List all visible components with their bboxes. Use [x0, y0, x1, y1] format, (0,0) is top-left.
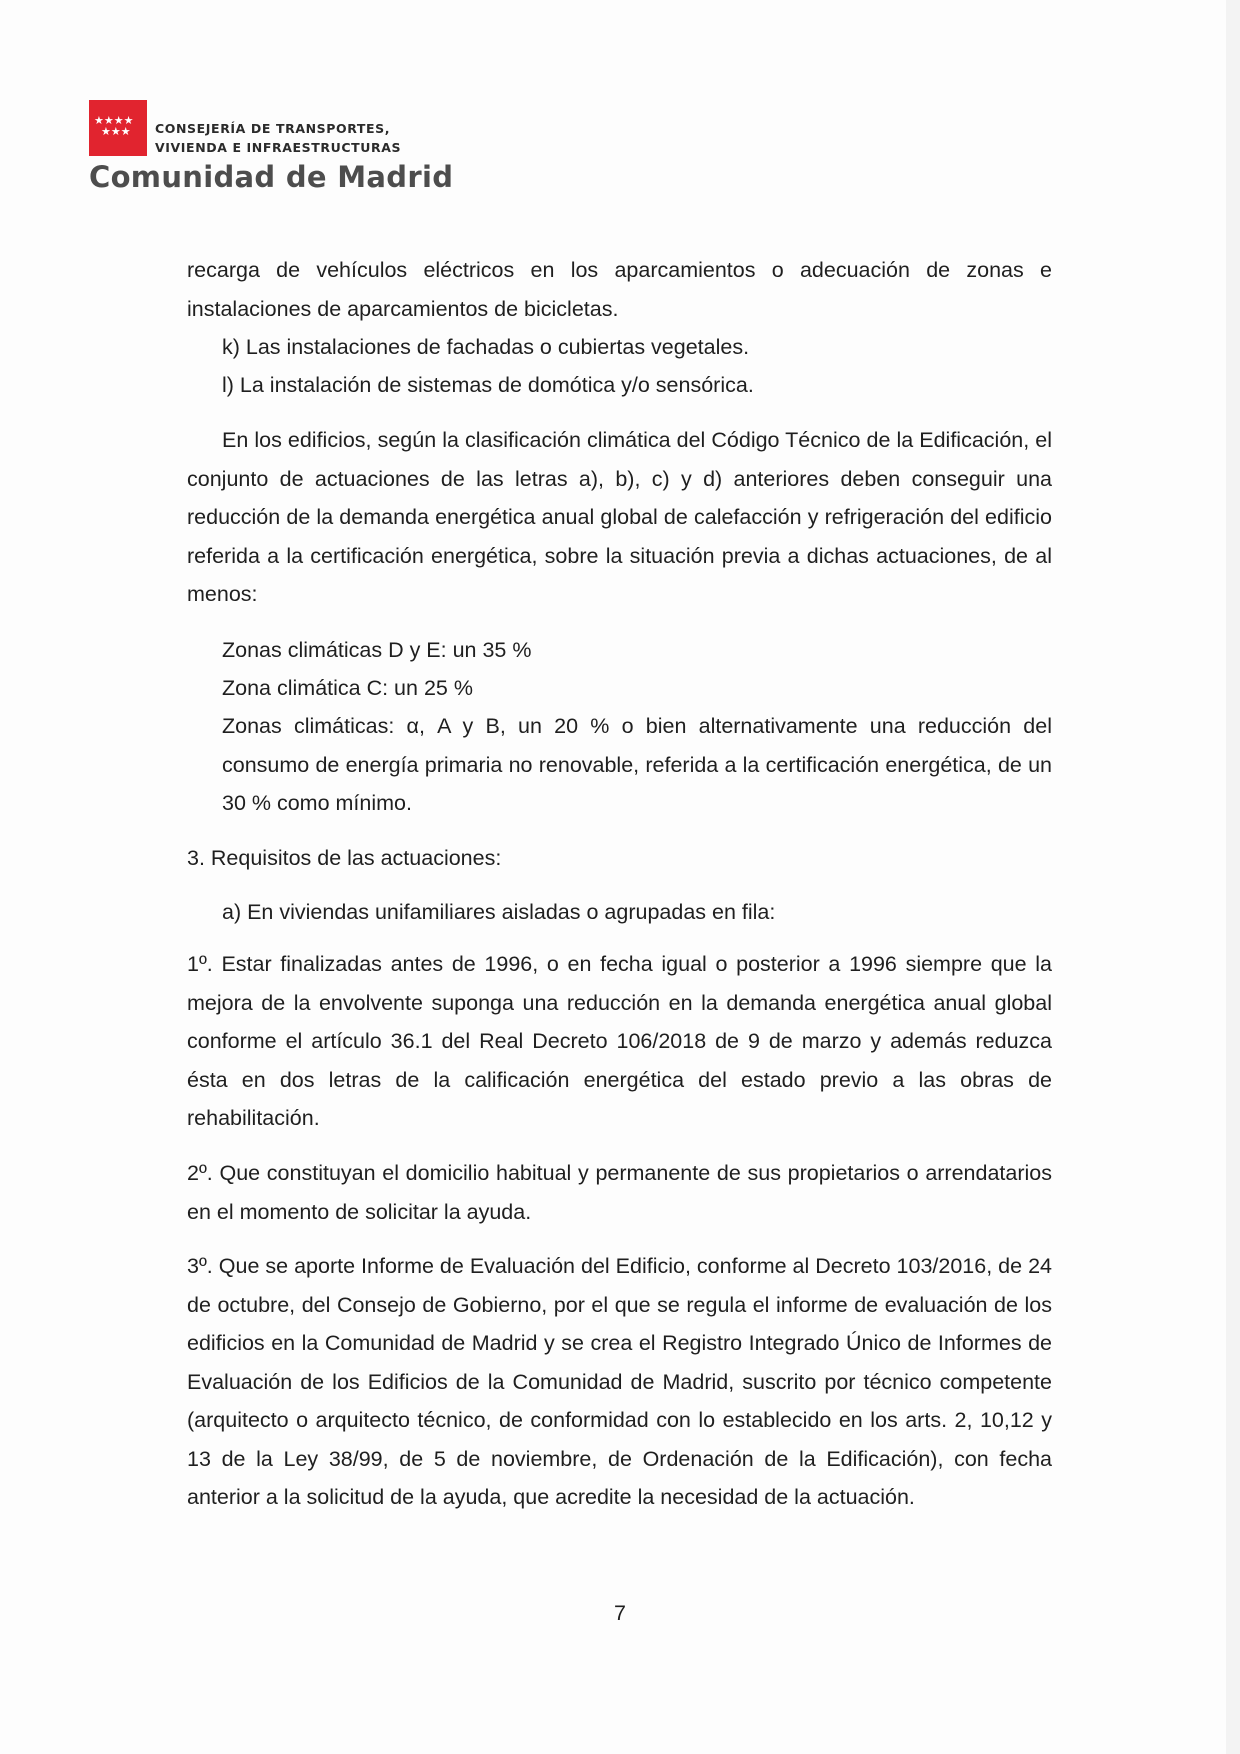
requirement-1: 1º. Estar finalizadas antes de 1996, o en fecha igual o posterior a 1996 siempre que la mejora de la envolvente suponga una reducción en la demanda energética anual global conforme el artículo 36.1 del Real Decreto 106/2018 de 9 de marzo y además reduzca ésta en dos letras de la calificación energética del estado previo a las obras de rehabilitación. — [187, 952, 1052, 1130]
svg-text:★★★: ★★★ — [101, 125, 131, 138]
scan-edge — [1226, 0, 1240, 1754]
list-item-l: l) La instalación de sistemas de domótica y/o sensórica. — [222, 373, 754, 397]
svg-text:★★★★: ★★★★ — [94, 114, 134, 127]
page-number: 7 — [614, 1601, 626, 1625]
department-name — [155, 119, 401, 157]
zone-item-alpha-a-b: Zonas climáticas: α, A y B, un 20 % o bien alternativamente una reducción del consumo de energía primaria no renovable, referida a la certificación energética, de un 30 % como mínimo. — [222, 714, 1052, 815]
madrid-stars-logo-icon — [89, 100, 147, 156]
section-heading-requirements: 3. Requisitos de las actuaciones: — [187, 846, 502, 870]
list-item-k: k) Las instalaciones de fachadas o cubiertas vegetales. — [222, 335, 750, 359]
department-line-1: CONSEJERÍA DE TRANSPORTES, — [155, 121, 391, 136]
organization-name: Comunidad de Madrid — [89, 160, 454, 194]
requirement-2: 2º. Que constituyan el domicilio habitual y permanente de sus propietarios o arrendatarios en el momento de solicitar la ayuda. — [187, 1161, 1052, 1224]
zone-item-d-e: Zonas climáticas D y E: un 35 % — [222, 638, 532, 662]
department-line-2: VIVIENDA E INFRAESTRUCTURAS — [155, 140, 402, 155]
subsection-heading-a: a) En viviendas unifamiliares aisladas o agrupadas en fila: — [222, 900, 776, 924]
requirement-3: 3º. Que se aporte Informe de Evaluación del Edificio, conforme al Decreto 103/2016, de 24 de octubre, del Consejo de Gobierno, por el que se regula el informe de evaluación de los edificios en la Comunidad de Madrid y se crea el Registro Integrado Único de Informes de Evaluación de los Edificios de la Comunidad de Madrid, suscrito por técnico competente (arquitecto o arquitecto técnico, de conformidad con lo establecido en los arts. 2, 10,12 y 13 de la Ley 38/99, de 5 de noviembre, de Ordenación de la Edificación), con fecha anterior a la solicitud de la ayuda, que acredite la necesidad de la actuación. — [187, 1254, 1052, 1509]
paragraph-continuation: recarga de vehículos eléctricos en los aparcamientos o adecuación de zonas e instalaciones de aparcamientos de bicicletas. — [187, 258, 1052, 321]
zone-item-c: Zona climática C: un 25 % — [222, 676, 473, 700]
paragraph-climatic-zones: En los edificios, según la clasificación climática del Código Técnico de la Edificación, el conjunto de actuaciones de las letras a), b), c) y d) anteriores deben conseguir una reducción de la demanda energética anual global de calefacción y refrigeración del edificio referida a la certificación energética, sobre la situación previa a dichas actuaciones, de al menos: — [187, 428, 1052, 606]
